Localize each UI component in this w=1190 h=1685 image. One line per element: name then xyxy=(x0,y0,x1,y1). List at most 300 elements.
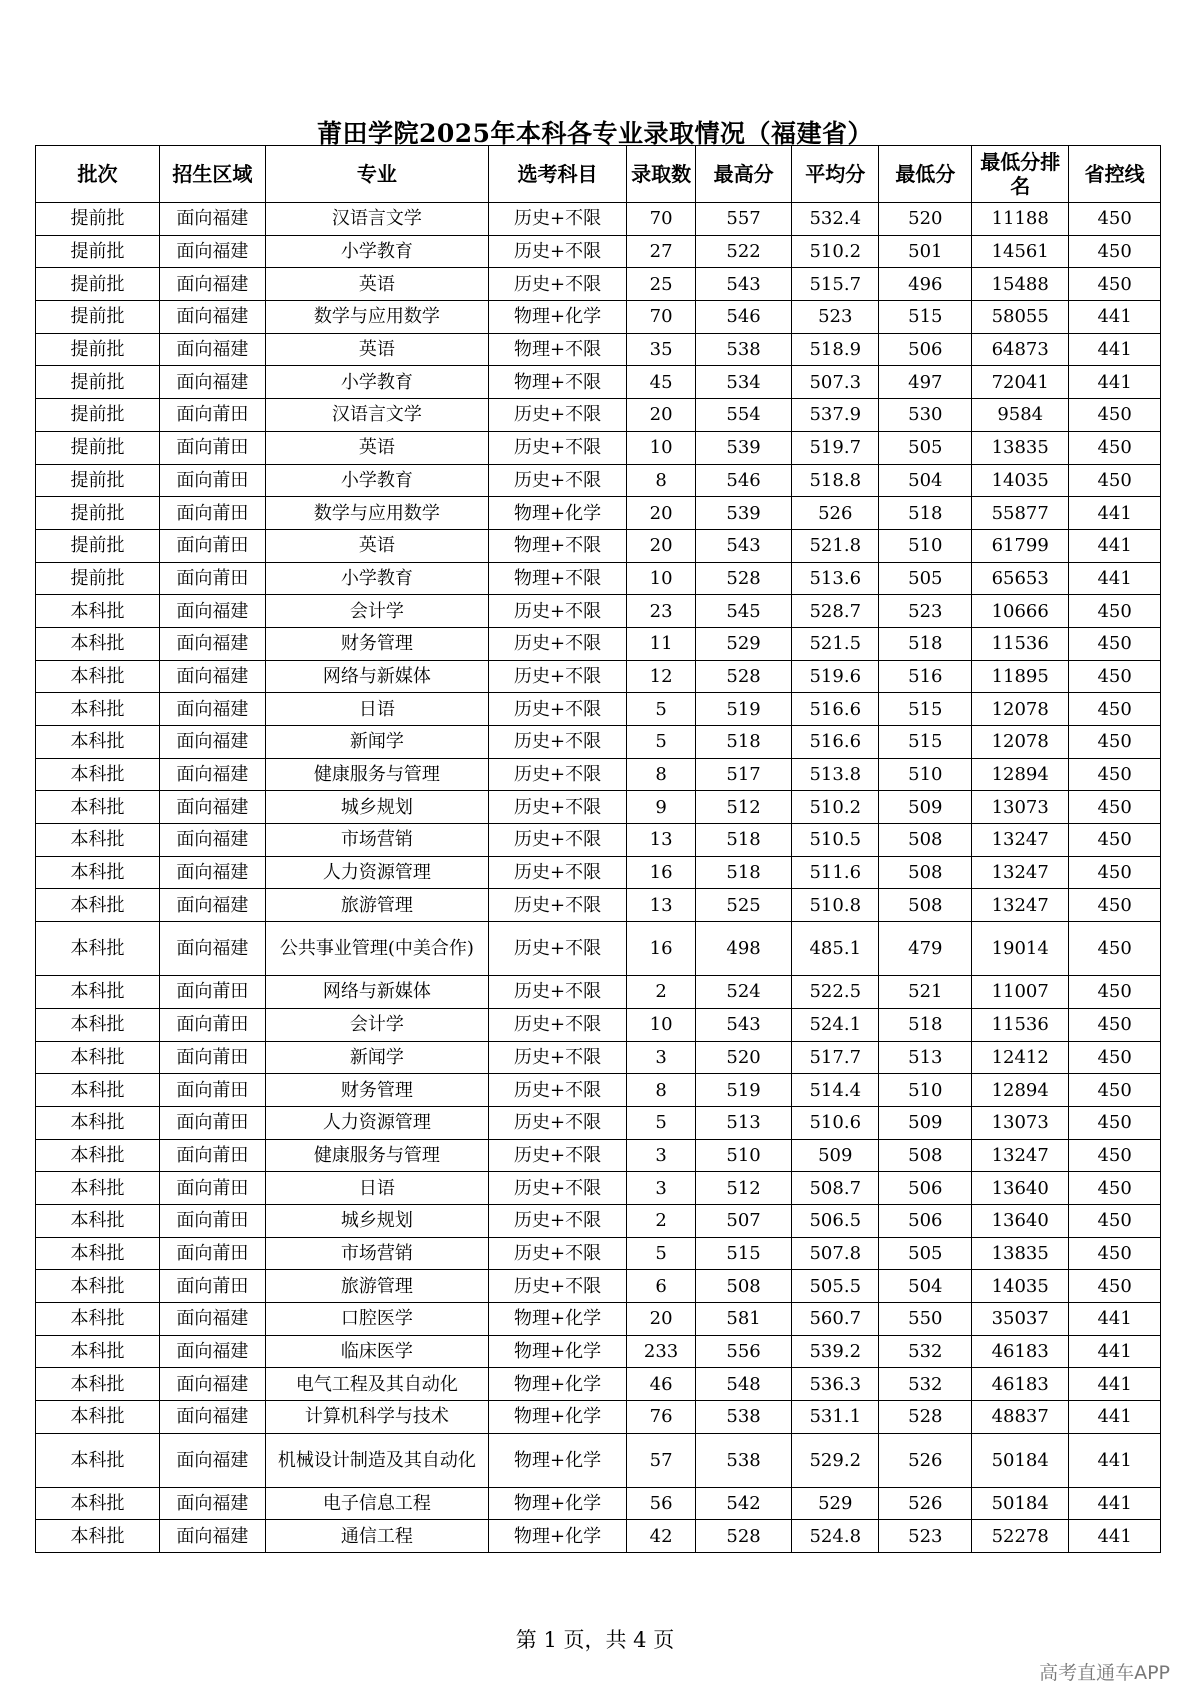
header-avg-score: 平均分 xyxy=(792,146,879,203)
cell-major: 公共事业管理(中美合作) xyxy=(265,922,488,976)
cell-region: 面向福建 xyxy=(160,693,266,726)
cell-avg-score: 507.3 xyxy=(792,366,879,399)
cell-control-line: 450 xyxy=(1069,1041,1161,1074)
cell-min-score: 506 xyxy=(879,1172,972,1205)
cell-min-rank: 64873 xyxy=(972,333,1069,366)
cell-region: 面向福建 xyxy=(160,824,266,857)
cell-batch: 本科批 xyxy=(36,1303,160,1336)
cell-min-score: 508 xyxy=(879,889,972,922)
cell-control-line: 450 xyxy=(1069,1106,1161,1139)
cell-min-score: 506 xyxy=(879,333,972,366)
cell-major: 日语 xyxy=(265,1172,488,1205)
cell-min-rank: 11536 xyxy=(972,1008,1069,1041)
cell-admitted: 8 xyxy=(627,1074,696,1107)
cell-admitted: 8 xyxy=(627,758,696,791)
cell-avg-score: 529.2 xyxy=(792,1433,879,1487)
cell-admitted: 20 xyxy=(627,399,696,432)
cell-control-line: 450 xyxy=(1069,824,1161,857)
cell-control-line: 450 xyxy=(1069,235,1161,268)
cell-batch: 本科批 xyxy=(36,856,160,889)
cell-max-score: 528 xyxy=(696,660,792,693)
cell-control-line: 450 xyxy=(1069,758,1161,791)
cell-subjects: 历史+不限 xyxy=(489,1106,627,1139)
cell-control-line: 450 xyxy=(1069,922,1161,976)
cell-admitted: 35 xyxy=(627,333,696,366)
cell-control-line: 450 xyxy=(1069,595,1161,628)
cell-batch: 本科批 xyxy=(36,726,160,759)
cell-avg-score: 529 xyxy=(792,1487,879,1520)
table-row xyxy=(36,1008,1161,1041)
cell-region: 面向福建 xyxy=(160,726,266,759)
page-title: 莆田学院2025年本科各专业录取情况（福建省） xyxy=(316,119,874,148)
cell-max-score: 507 xyxy=(696,1204,792,1237)
table-row xyxy=(36,1237,1161,1270)
cell-admitted: 5 xyxy=(627,1237,696,1270)
cell-region: 面向福建 xyxy=(160,758,266,791)
cell-subjects: 物理+不限 xyxy=(489,333,627,366)
cell-control-line: 441 xyxy=(1069,1401,1161,1434)
cell-avg-score: 523 xyxy=(792,301,879,334)
table-row xyxy=(36,791,1161,824)
cell-region: 面向莆田 xyxy=(160,399,266,432)
cell-max-score: 512 xyxy=(696,791,792,824)
cell-major: 电气工程及其自动化 xyxy=(265,1368,488,1401)
cell-min-score: 504 xyxy=(879,464,972,497)
cell-major: 机械设计制造及其自动化 xyxy=(265,1433,488,1487)
cell-min-score: 521 xyxy=(879,976,972,1009)
cell-major: 数学与应用数学 xyxy=(265,301,488,334)
cell-subjects: 物理+化学 xyxy=(489,1335,627,1368)
cell-max-score: 522 xyxy=(696,235,792,268)
cell-min-score: 518 xyxy=(879,497,972,530)
cell-max-score: 519 xyxy=(696,1074,792,1107)
cell-admitted: 2 xyxy=(627,976,696,1009)
cell-max-score: 538 xyxy=(696,1401,792,1434)
cell-subjects: 物理+不限 xyxy=(489,562,627,595)
cell-subjects: 历史+不限 xyxy=(489,660,627,693)
cell-admitted: 76 xyxy=(627,1401,696,1434)
cell-region: 面向福建 xyxy=(160,1401,266,1434)
cell-min-rank: 13640 xyxy=(972,1204,1069,1237)
cell-admitted: 45 xyxy=(627,366,696,399)
cell-batch: 本科批 xyxy=(36,758,160,791)
cell-region: 面向福建 xyxy=(160,1303,266,1336)
cell-min-score: 518 xyxy=(879,627,972,660)
cell-avg-score: 513.6 xyxy=(792,562,879,595)
cell-max-score: 528 xyxy=(696,1520,792,1553)
cell-min-rank: 13073 xyxy=(972,791,1069,824)
cell-min-score: 518 xyxy=(879,1008,972,1041)
table-row xyxy=(36,235,1161,268)
cell-major: 汉语言文学 xyxy=(265,399,488,432)
cell-region: 面向福建 xyxy=(160,366,266,399)
cell-region: 面向莆田 xyxy=(160,529,266,562)
cell-min-rank: 13073 xyxy=(972,1106,1069,1139)
cell-admitted: 8 xyxy=(627,464,696,497)
cell-admitted: 10 xyxy=(627,431,696,464)
cell-admitted: 6 xyxy=(627,1270,696,1303)
cell-max-score: 557 xyxy=(696,203,792,236)
cell-subjects: 历史+不限 xyxy=(489,976,627,1009)
cell-max-score: 508 xyxy=(696,1270,792,1303)
cell-avg-score: 507.8 xyxy=(792,1237,879,1270)
cell-max-score: 518 xyxy=(696,726,792,759)
cell-min-score: 504 xyxy=(879,1270,972,1303)
cell-min-rank: 14561 xyxy=(972,235,1069,268)
cell-max-score: 542 xyxy=(696,1487,792,1520)
cell-admitted: 3 xyxy=(627,1041,696,1074)
cell-batch: 本科批 xyxy=(36,791,160,824)
cell-min-rank: 12078 xyxy=(972,726,1069,759)
cell-major: 英语 xyxy=(265,333,488,366)
table-row xyxy=(36,529,1161,562)
cell-subjects: 历史+不限 xyxy=(489,1041,627,1074)
cell-control-line: 450 xyxy=(1069,791,1161,824)
cell-batch: 本科批 xyxy=(36,595,160,628)
cell-max-score: 543 xyxy=(696,529,792,562)
cell-control-line: 450 xyxy=(1069,203,1161,236)
cell-avg-score: 516.6 xyxy=(792,693,879,726)
cell-avg-score: 524.1 xyxy=(792,1008,879,1041)
cell-admitted: 11 xyxy=(627,627,696,660)
cell-min-rank: 46183 xyxy=(972,1368,1069,1401)
cell-region: 面向莆田 xyxy=(160,497,266,530)
cell-admitted: 70 xyxy=(627,301,696,334)
cell-major: 健康服务与管理 xyxy=(265,1139,488,1172)
cell-avg-score: 485.1 xyxy=(792,922,879,976)
table-row xyxy=(36,1270,1161,1303)
cell-control-line: 450 xyxy=(1069,660,1161,693)
cell-max-score: 538 xyxy=(696,1433,792,1487)
cell-major: 通信工程 xyxy=(265,1520,488,1553)
cell-subjects: 历史+不限 xyxy=(489,1172,627,1205)
cell-min-rank: 12894 xyxy=(972,758,1069,791)
table-row xyxy=(36,399,1161,432)
cell-max-score: 510 xyxy=(696,1139,792,1172)
cell-control-line: 441 xyxy=(1069,1368,1161,1401)
cell-region: 面向莆田 xyxy=(160,976,266,1009)
cell-min-score: 509 xyxy=(879,1106,972,1139)
cell-major: 健康服务与管理 xyxy=(265,758,488,791)
cell-subjects: 历史+不限 xyxy=(489,824,627,857)
cell-control-line: 450 xyxy=(1069,1204,1161,1237)
cell-region: 面向莆田 xyxy=(160,1074,266,1107)
cell-min-rank: 48837 xyxy=(972,1401,1069,1434)
cell-admitted: 42 xyxy=(627,1520,696,1553)
cell-major: 小学教育 xyxy=(265,562,488,595)
cell-batch: 本科批 xyxy=(36,660,160,693)
cell-min-rank: 58055 xyxy=(972,301,1069,334)
cell-max-score: 546 xyxy=(696,464,792,497)
cell-major: 会计学 xyxy=(265,595,488,628)
table-row xyxy=(36,856,1161,889)
table-row xyxy=(36,758,1161,791)
cell-batch: 提前批 xyxy=(36,268,160,301)
cell-major: 城乡规划 xyxy=(265,791,488,824)
cell-subjects: 历史+不限 xyxy=(489,758,627,791)
cell-region: 面向莆田 xyxy=(160,1204,266,1237)
cell-avg-score: 516.6 xyxy=(792,726,879,759)
cell-avg-score: 517.7 xyxy=(792,1041,879,1074)
cell-max-score: 515 xyxy=(696,1237,792,1270)
cell-major: 数学与应用数学 xyxy=(265,497,488,530)
table-row xyxy=(36,1139,1161,1172)
cell-control-line: 450 xyxy=(1069,856,1161,889)
cell-admitted: 13 xyxy=(627,824,696,857)
table-row xyxy=(36,1106,1161,1139)
cell-avg-score: 510.2 xyxy=(792,791,879,824)
cell-subjects: 历史+不限 xyxy=(489,235,627,268)
cell-admitted: 10 xyxy=(627,1008,696,1041)
cell-control-line: 450 xyxy=(1069,1172,1161,1205)
cell-admitted: 27 xyxy=(627,235,696,268)
table-row xyxy=(36,1172,1161,1205)
cell-avg-score: 510.2 xyxy=(792,235,879,268)
cell-avg-score: 526 xyxy=(792,497,879,530)
cell-min-score: 516 xyxy=(879,660,972,693)
cell-region: 面向福建 xyxy=(160,333,266,366)
cell-subjects: 历史+不限 xyxy=(489,693,627,726)
cell-region: 面向莆田 xyxy=(160,1106,266,1139)
cell-min-rank: 35037 xyxy=(972,1303,1069,1336)
cell-max-score: 581 xyxy=(696,1303,792,1336)
cell-admitted: 56 xyxy=(627,1487,696,1520)
cell-max-score: 498 xyxy=(696,922,792,976)
cell-admitted: 5 xyxy=(627,1106,696,1139)
cell-major: 旅游管理 xyxy=(265,889,488,922)
cell-min-rank: 12894 xyxy=(972,1074,1069,1107)
cell-admitted: 13 xyxy=(627,889,696,922)
cell-min-score: 526 xyxy=(879,1487,972,1520)
cell-control-line: 450 xyxy=(1069,268,1161,301)
cell-subjects: 物理+化学 xyxy=(489,1520,627,1553)
cell-subjects: 物理+不限 xyxy=(489,366,627,399)
cell-avg-score: 531.1 xyxy=(792,1401,879,1434)
cell-subjects: 历史+不限 xyxy=(489,431,627,464)
cell-avg-score: 510.6 xyxy=(792,1106,879,1139)
cell-min-rank: 15488 xyxy=(972,268,1069,301)
cell-min-rank: 65653 xyxy=(972,562,1069,595)
cell-batch: 本科批 xyxy=(36,1074,160,1107)
cell-control-line: 450 xyxy=(1069,431,1161,464)
cell-avg-score: 505.5 xyxy=(792,1270,879,1303)
cell-admitted: 23 xyxy=(627,595,696,628)
cell-major: 临床医学 xyxy=(265,1335,488,1368)
table-row xyxy=(36,1204,1161,1237)
cell-min-rank: 11188 xyxy=(972,203,1069,236)
cell-min-rank: 12412 xyxy=(972,1041,1069,1074)
cell-admitted: 70 xyxy=(627,203,696,236)
cell-batch: 提前批 xyxy=(36,562,160,595)
cell-min-rank: 13835 xyxy=(972,1237,1069,1270)
cell-batch: 提前批 xyxy=(36,366,160,399)
cell-control-line: 441 xyxy=(1069,562,1161,595)
cell-avg-score: 522.5 xyxy=(792,976,879,1009)
cell-admitted: 20 xyxy=(627,497,696,530)
cell-subjects: 历史+不限 xyxy=(489,203,627,236)
cell-min-score: 520 xyxy=(879,203,972,236)
table-row xyxy=(36,464,1161,497)
cell-max-score: 543 xyxy=(696,268,792,301)
cell-major: 电子信息工程 xyxy=(265,1487,488,1520)
table-row xyxy=(36,1041,1161,1074)
header-max-score: 最高分 xyxy=(696,146,792,203)
cell-min-score: 505 xyxy=(879,562,972,595)
cell-max-score: 525 xyxy=(696,889,792,922)
cell-subjects: 历史+不限 xyxy=(489,268,627,301)
cell-major: 小学教育 xyxy=(265,464,488,497)
cell-major: 市场营销 xyxy=(265,1237,488,1270)
cell-min-rank: 10666 xyxy=(972,595,1069,628)
table-row xyxy=(36,333,1161,366)
table-row xyxy=(36,1368,1161,1401)
table-row xyxy=(36,824,1161,857)
cell-batch: 本科批 xyxy=(36,1204,160,1237)
cell-batch: 本科批 xyxy=(36,824,160,857)
cell-subjects: 物理+化学 xyxy=(489,497,627,530)
cell-subjects: 历史+不限 xyxy=(489,1204,627,1237)
table-row xyxy=(36,660,1161,693)
cell-min-rank: 11536 xyxy=(972,627,1069,660)
cell-min-rank: 13247 xyxy=(972,889,1069,922)
cell-admitted: 3 xyxy=(627,1172,696,1205)
cell-batch: 本科批 xyxy=(36,1172,160,1205)
cell-min-score: 510 xyxy=(879,1074,972,1107)
cell-subjects: 历史+不限 xyxy=(489,1074,627,1107)
cell-region: 面向莆田 xyxy=(160,1008,266,1041)
cell-avg-score: 519.6 xyxy=(792,660,879,693)
cell-region: 面向福建 xyxy=(160,1520,266,1553)
cell-max-score: 520 xyxy=(696,1041,792,1074)
cell-major: 小学教育 xyxy=(265,366,488,399)
cell-admitted: 25 xyxy=(627,268,696,301)
cell-region: 面向福建 xyxy=(160,889,266,922)
cell-min-score: 509 xyxy=(879,791,972,824)
cell-region: 面向莆田 xyxy=(160,1172,266,1205)
cell-region: 面向福建 xyxy=(160,627,266,660)
table-body xyxy=(36,203,1161,1553)
cell-max-score: 556 xyxy=(696,1335,792,1368)
page-footer: 第 1 页，共 4 页 xyxy=(515,1628,675,1652)
cell-admitted: 46 xyxy=(627,1368,696,1401)
cell-admitted: 5 xyxy=(627,693,696,726)
cell-batch: 提前批 xyxy=(36,431,160,464)
cell-major: 人力资源管理 xyxy=(265,856,488,889)
cell-subjects: 历史+不限 xyxy=(489,922,627,976)
cell-subjects: 历史+不限 xyxy=(489,1008,627,1041)
header-min-score: 最低分 xyxy=(879,146,972,203)
table-row xyxy=(36,1074,1161,1107)
cell-min-score: 523 xyxy=(879,595,972,628)
table-row xyxy=(36,268,1161,301)
cell-max-score: 539 xyxy=(696,431,792,464)
cell-region: 面向福建 xyxy=(160,1335,266,1368)
cell-avg-score: 509 xyxy=(792,1139,879,1172)
cell-subjects: 历史+不限 xyxy=(489,595,627,628)
table-row xyxy=(36,497,1161,530)
cell-min-score: 515 xyxy=(879,726,972,759)
cell-region: 面向莆田 xyxy=(160,562,266,595)
cell-region: 面向福建 xyxy=(160,856,266,889)
cell-major: 人力资源管理 xyxy=(265,1106,488,1139)
cell-min-score: 506 xyxy=(879,1204,972,1237)
cell-subjects: 历史+不限 xyxy=(489,856,627,889)
header-major: 专业 xyxy=(265,146,488,203)
cell-batch: 本科批 xyxy=(36,1487,160,1520)
cell-subjects: 物理+化学 xyxy=(489,1303,627,1336)
cell-control-line: 450 xyxy=(1069,1270,1161,1303)
cell-subjects: 历史+不限 xyxy=(489,1139,627,1172)
cell-control-line: 450 xyxy=(1069,399,1161,432)
cell-min-rank: 50184 xyxy=(972,1487,1069,1520)
cell-admitted: 3 xyxy=(627,1139,696,1172)
cell-batch: 本科批 xyxy=(36,1270,160,1303)
cell-region: 面向莆田 xyxy=(160,464,266,497)
cell-min-score: 505 xyxy=(879,431,972,464)
cell-avg-score: 532.4 xyxy=(792,203,879,236)
header-batch: 批次 xyxy=(36,146,160,203)
cell-max-score: 529 xyxy=(696,627,792,660)
cell-batch: 本科批 xyxy=(36,1433,160,1487)
cell-avg-score: 510.8 xyxy=(792,889,879,922)
cell-min-rank: 13247 xyxy=(972,856,1069,889)
cell-batch: 本科批 xyxy=(36,976,160,1009)
cell-region: 面向莆田 xyxy=(160,1139,266,1172)
cell-avg-score: 518.9 xyxy=(792,333,879,366)
cell-major: 计算机科学与技术 xyxy=(265,1401,488,1434)
cell-region: 面向福建 xyxy=(160,1487,266,1520)
table-header-row xyxy=(36,146,1161,203)
cell-max-score: 543 xyxy=(696,1008,792,1041)
cell-admitted: 233 xyxy=(627,1335,696,1368)
cell-min-score: 510 xyxy=(879,529,972,562)
cell-min-rank: 55877 xyxy=(972,497,1069,530)
table-row xyxy=(36,431,1161,464)
cell-control-line: 441 xyxy=(1069,1433,1161,1487)
cell-min-rank: 72041 xyxy=(972,366,1069,399)
cell-min-rank: 61799 xyxy=(972,529,1069,562)
cell-major: 城乡规划 xyxy=(265,1204,488,1237)
table-row xyxy=(36,1520,1161,1553)
cell-avg-score: 560.7 xyxy=(792,1303,879,1336)
cell-subjects: 历史+不限 xyxy=(489,399,627,432)
cell-avg-score: 506.5 xyxy=(792,1204,879,1237)
cell-subjects: 物理+化学 xyxy=(489,1401,627,1434)
cell-control-line: 450 xyxy=(1069,726,1161,759)
cell-subjects: 物理+化学 xyxy=(489,1368,627,1401)
cell-admitted: 20 xyxy=(627,1303,696,1336)
cell-subjects: 历史+不限 xyxy=(489,1237,627,1270)
cell-major: 财务管理 xyxy=(265,627,488,660)
cell-control-line: 450 xyxy=(1069,1237,1161,1270)
cell-min-score: 515 xyxy=(879,693,972,726)
cell-min-score: 528 xyxy=(879,1401,972,1434)
cell-min-score: 508 xyxy=(879,824,972,857)
cell-min-score: 530 xyxy=(879,399,972,432)
table-row xyxy=(36,366,1161,399)
cell-min-rank: 19014 xyxy=(972,922,1069,976)
cell-subjects: 历史+不限 xyxy=(489,889,627,922)
cell-max-score: 539 xyxy=(696,497,792,530)
cell-region: 面向莆田 xyxy=(160,1041,266,1074)
cell-major: 日语 xyxy=(265,693,488,726)
header-region: 招生区域 xyxy=(160,146,266,203)
cell-control-line: 441 xyxy=(1069,1335,1161,1368)
cell-max-score: 524 xyxy=(696,976,792,1009)
cell-subjects: 历史+不限 xyxy=(489,726,627,759)
cell-control-line: 450 xyxy=(1069,464,1161,497)
cell-admitted: 2 xyxy=(627,1204,696,1237)
